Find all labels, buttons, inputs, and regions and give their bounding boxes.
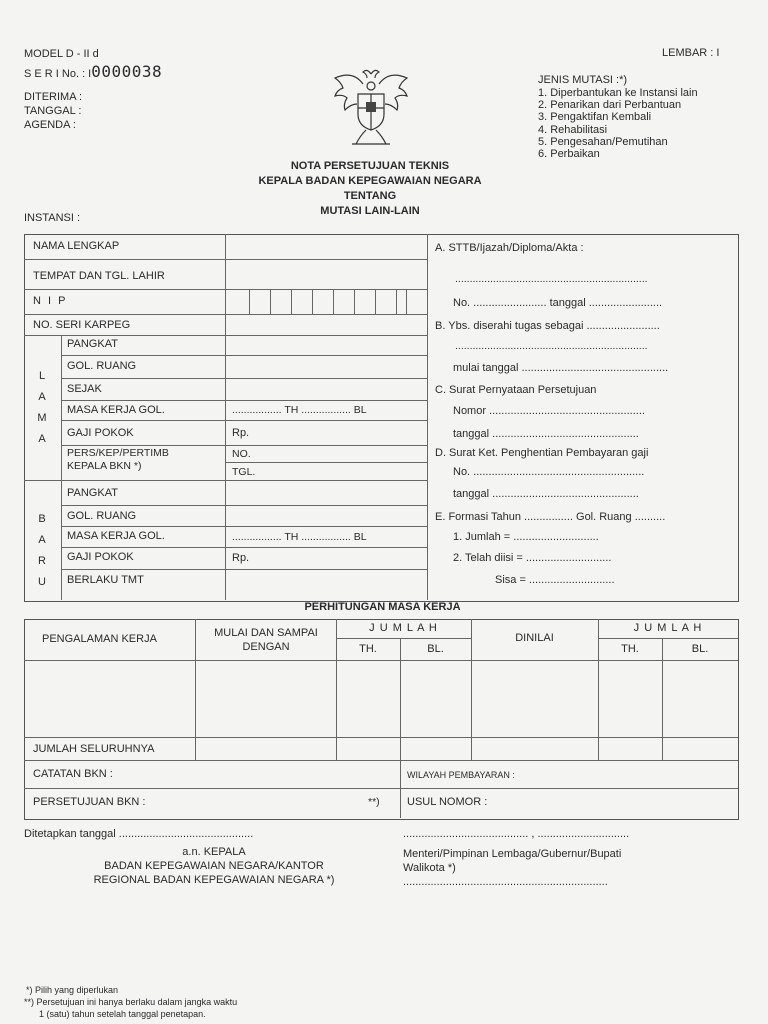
baru-letter: A bbox=[38, 534, 46, 546]
menteri-dots: ................................................................... bbox=[403, 876, 608, 888]
document-title bbox=[180, 159, 560, 219]
menteri-signature-block bbox=[403, 847, 621, 875]
lama-letter: A bbox=[38, 391, 46, 403]
menteri-line: Menteri/Pimpinan Lembaga/Gubernur/Bupati bbox=[403, 848, 622, 860]
jenis-mutasi-item: 5. Pengesahan/Pemutihan bbox=[538, 135, 668, 148]
jenis-mutasi-item: 2. Penarikan dari Perbantuan bbox=[538, 99, 682, 112]
lama-letter: L bbox=[38, 370, 46, 382]
col-th-2: TH. bbox=[621, 643, 639, 655]
baru-letter: R bbox=[38, 555, 46, 567]
seri-label bbox=[24, 62, 162, 81]
instansi-label: INSTANSI : bbox=[24, 212, 81, 224]
col-th: TH. bbox=[359, 643, 377, 655]
lama-gaji-pokok-value: Rp. bbox=[232, 427, 250, 439]
jumlah-seluruhnya-label: JUMLAH SELURUHNYA bbox=[33, 743, 155, 755]
model-label: MODEL D - II d bbox=[24, 48, 99, 60]
nip-label: N I P bbox=[33, 295, 68, 307]
lama-vertical-label bbox=[34, 366, 50, 450]
lama-letter: M bbox=[37, 412, 47, 424]
seri-prefix: S E R I No. : I bbox=[24, 68, 92, 80]
baru-masa-kerja-value: ................. TH ................. BL bbox=[232, 531, 367, 543]
lama-gaji-pokok-label: GAJI POKOK bbox=[67, 427, 134, 439]
jenis-mutasi-item: 4. Rehabilitasi bbox=[538, 123, 608, 136]
section-d-no: No. ........................................................ bbox=[453, 466, 645, 478]
section-c-tanggal: tanggal ................................................ bbox=[453, 428, 639, 440]
jenis-mutasi-title: JENIS MUTASI :*) bbox=[538, 74, 628, 86]
footnotes bbox=[24, 984, 237, 1020]
section-c-label: C. Surat Pernyataan Persetujuan bbox=[435, 384, 597, 396]
catatan-bkn-label: CATATAN BKN : bbox=[33, 768, 113, 780]
col-pengalaman-kerja: PENGALAMAN KERJA bbox=[42, 633, 157, 645]
baru-pangkat-label: PANGKAT bbox=[67, 487, 118, 499]
diterima-label: DITERIMA : bbox=[24, 91, 83, 103]
ditetapkan-tanggal: Ditetapkan tanggal ............................................ bbox=[24, 828, 254, 840]
title-line: MUTASI LAIN-LAIN bbox=[320, 205, 420, 217]
lama-pers-no: NO. bbox=[232, 448, 251, 460]
lama-sejak-label: SEJAK bbox=[67, 383, 102, 395]
usul-nomor-label: USUL NOMOR : bbox=[407, 796, 488, 808]
lembar-label: LEMBAR : I bbox=[662, 47, 720, 59]
baru-vertical-label bbox=[34, 509, 50, 593]
baru-masa-kerja-label: MASA KERJA GOL. bbox=[67, 530, 165, 542]
col-bl: BL. bbox=[427, 643, 444, 655]
section-a-dots: .................................................................. bbox=[455, 273, 648, 285]
footnote: *) Pilih yang diperlukan bbox=[26, 985, 119, 995]
persetujuan-bkn-mark: **) bbox=[368, 796, 380, 808]
baru-gaji-pokok-value: Rp. bbox=[232, 552, 250, 564]
seri-number: 0000038 bbox=[91, 62, 163, 81]
baru-gol-ruang-label: GOL. RUANG bbox=[67, 510, 137, 522]
baru-gaji-pokok-label: GAJI POKOK bbox=[67, 551, 134, 563]
section-e-sisa: Sisa = ............................ bbox=[495, 574, 615, 586]
lama-gol-ruang-label: GOL. RUANG bbox=[67, 360, 137, 372]
menteri-line: Walikota *) bbox=[403, 862, 456, 874]
garuda-emblem-icon bbox=[330, 64, 412, 154]
col-mulai-sampai bbox=[196, 626, 336, 654]
nama-lengkap-label: NAMA LENGKAP bbox=[33, 240, 120, 252]
kepala-signature-block bbox=[24, 845, 404, 887]
section-a-no: No. ........................ tanggal ........................ bbox=[453, 297, 663, 309]
baru-letter: U bbox=[38, 576, 46, 588]
section-e-label: E. Formasi Tahun ................ Gol. Ruang .......... bbox=[435, 511, 666, 523]
masa-kerja-title: PERHITUNGAN MASA KERJA bbox=[304, 601, 461, 613]
section-b-dots: .................................................................. bbox=[455, 340, 648, 352]
lama-masa-kerja-value: ................. TH ................. BL bbox=[232, 404, 367, 416]
an-kepala: a.n. KEPALA bbox=[182, 846, 246, 858]
col-mulai-line: DENGAN bbox=[242, 641, 290, 653]
lama-pers-tgl: TGL. bbox=[232, 466, 256, 478]
lama-letter: A bbox=[38, 433, 46, 445]
section-d-label: D. Surat Ket. Penghentian Pembayaran gaji bbox=[435, 447, 649, 459]
no-seri-karpeg-label: NO. SERI KARPEG bbox=[33, 319, 131, 331]
pers-line: KEPALA BKN *) bbox=[67, 460, 142, 472]
badan-line: BADAN KEPEGAWAIAN NEGARA/KANTOR bbox=[104, 860, 324, 872]
section-e-telah: 2. Telah diisi = ............................ bbox=[453, 552, 612, 564]
col-jumlah: J U M L A H bbox=[369, 622, 438, 634]
section-b-mulai: mulai tanggal ................................................ bbox=[453, 362, 669, 374]
col-bl-2: BL. bbox=[691, 643, 709, 655]
footnote: 1 (satu) tahun setelah tanggal penetapan. bbox=[39, 1009, 206, 1019]
baru-berlaku-tmt-label: BERLAKU TMT bbox=[67, 574, 144, 586]
pers-line: PERS/KEP/PERTIMB bbox=[67, 447, 169, 459]
tempat-tgl-lahir-label: TEMPAT DAN TGL. LAHIR bbox=[33, 270, 165, 282]
title-line: TENTANG bbox=[343, 190, 397, 202]
place-date-dots: ......................................... , .............................. bbox=[403, 828, 630, 840]
jenis-mutasi-item: 3. Pengaktifan Kembali bbox=[538, 111, 652, 124]
jenis-mutasi-list bbox=[538, 87, 698, 160]
jenis-mutasi-item: 6. Perbaikan bbox=[538, 148, 600, 161]
col-dinilai: DINILAI bbox=[515, 632, 554, 644]
section-c-nomor: Nomor ................................................... bbox=[453, 405, 645, 417]
title-line: NOTA PERSETUJUAN TEKNIS bbox=[290, 160, 450, 172]
badan-line: REGIONAL BADAN KEPEGAWAIAN NEGARA *) bbox=[93, 874, 335, 886]
lama-pers-label bbox=[67, 447, 169, 473]
jenis-mutasi-item: 1. Diperbantukan ke Instansi lain bbox=[538, 87, 698, 99]
lama-pangkat-label: PANGKAT bbox=[67, 338, 118, 350]
footnote: **) Persetujuan ini hanya berlaku dalam jangka waktu bbox=[24, 997, 238, 1007]
wilayah-pembayaran-label: WILAYAH PEMBAYARAN : bbox=[407, 770, 515, 780]
section-d-tanggal: tanggal ................................................ bbox=[453, 488, 639, 500]
col-mulai-line: MULAI DAN SAMPAI bbox=[214, 627, 318, 639]
agenda-label: AGENDA : bbox=[24, 119, 76, 131]
section-e-jumlah: 1. Jumlah = ............................ bbox=[453, 531, 599, 543]
section-a-label: A. STTB/Ijazah/Diploma/Akta : bbox=[435, 242, 584, 254]
title-line: KEPALA BADAN KEPEGAWAIAN NEGARA bbox=[258, 175, 482, 187]
persetujuan-bkn-label: PERSETUJUAN BKN : bbox=[33, 796, 146, 808]
lama-masa-kerja-label: MASA KERJA GOL. bbox=[67, 404, 165, 416]
section-b-label: B. Ybs. diserahi tugas sebagai ........................ bbox=[435, 320, 660, 332]
baru-letter: B bbox=[38, 513, 46, 525]
col-jumlah-2: J U M L A H bbox=[633, 622, 703, 634]
tanggal-label: TANGGAL : bbox=[24, 105, 82, 117]
